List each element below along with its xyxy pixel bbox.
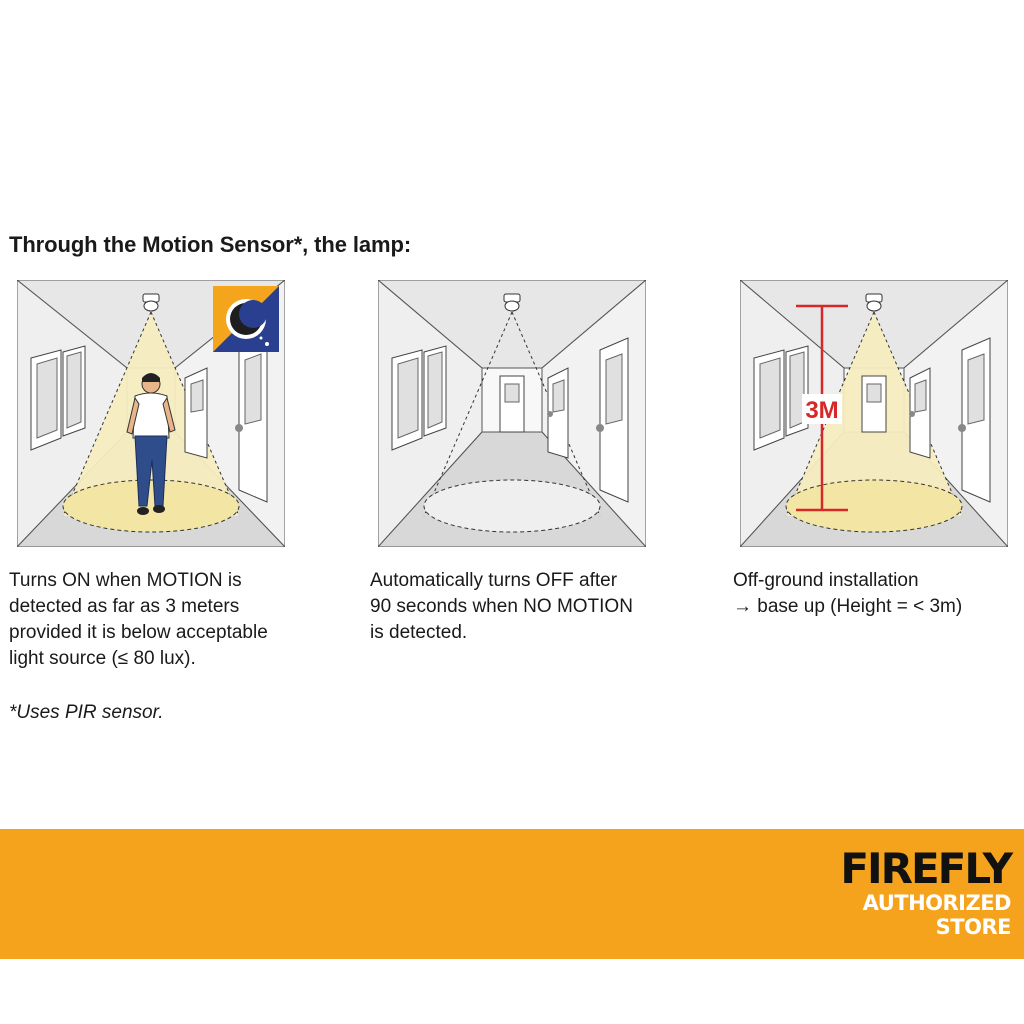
footnote: *Uses PIR sensor. xyxy=(9,702,164,723)
caption-line: 90 seconds when NO MOTION xyxy=(370,596,633,617)
caption-line: → base up (Height = < 3m) xyxy=(733,596,963,617)
brand-logo xyxy=(840,844,1011,939)
caption-line: provided it is below acceptable xyxy=(9,622,268,643)
hallway-on-illustration xyxy=(17,280,285,547)
illustration-motion-on xyxy=(17,280,285,547)
caption-auto-off xyxy=(370,568,633,646)
brand-name: FIREFLY xyxy=(840,844,1011,893)
brand-line-store: STORE xyxy=(935,915,1011,939)
illustration-installation-height xyxy=(740,280,1008,547)
caption-motion-on xyxy=(9,568,268,672)
caption-line: Turns ON when MOTION is xyxy=(9,570,242,591)
day-night-icon xyxy=(213,286,279,352)
page-heading: Through the Motion Sensor*, the lamp: xyxy=(9,232,412,257)
illustration-auto-off xyxy=(378,280,646,547)
caption-line: is detected. xyxy=(370,622,468,643)
caption-line: Off-ground installation xyxy=(733,570,919,591)
hallway-off-illustration xyxy=(378,280,646,547)
caption-line: light source (≤ 80 lux). xyxy=(9,648,196,669)
brand-banner xyxy=(0,829,1024,959)
caption-installation xyxy=(733,568,962,620)
caption-line: Automatically turns OFF after xyxy=(370,570,618,591)
height-label: 3M xyxy=(805,397,839,424)
hallway-height-illustration xyxy=(740,280,1008,547)
brand-line-authorized: AUTHORIZED xyxy=(862,891,1011,915)
caption-line: detected as far as 3 meters xyxy=(9,596,240,617)
